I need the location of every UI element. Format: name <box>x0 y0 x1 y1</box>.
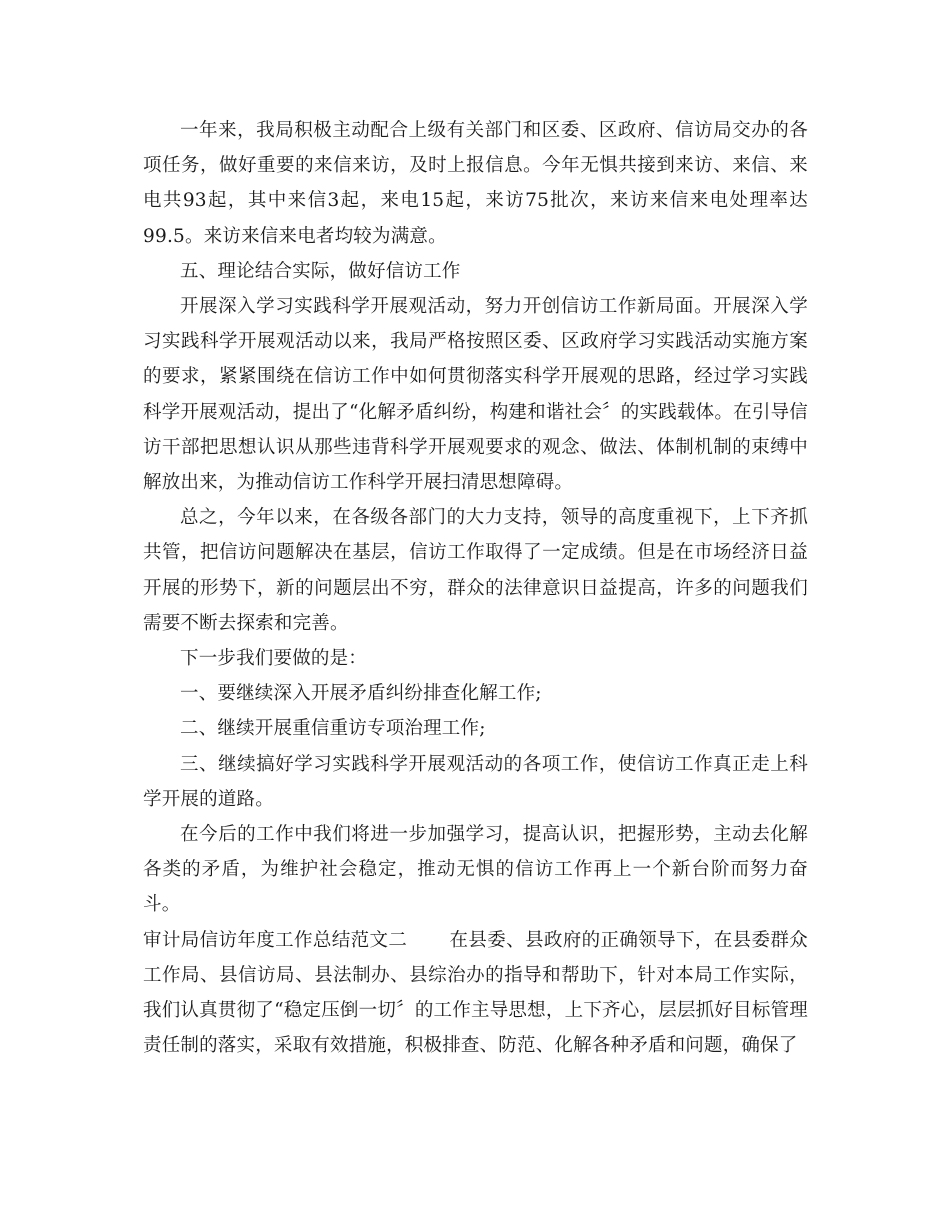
section-two-body: 在县委、县政府的正确领导下，在县委群众工作局、县信访局、县法制办、县综治办的指导和帮助下，针对本局工作实际，我们认真贯彻了“稳定压倒一切〞的工作主导思想，上下齐心，层层抓好目标管理责任制的落实，采取有效措施，积极排查、防范、化解各种矛盾和问题，确保了 <box>143 929 808 1057</box>
paragraph-next-steps: 下一步我们要做的是： <box>180 648 368 670</box>
document-body <box>143 113 808 1063</box>
heading-section-five: 五、理论结合实际，做好信访工作 <box>180 260 461 282</box>
list-item-one: 一、要继续深入开展矛盾纠纷排查化解工作; <box>180 683 542 705</box>
section-two-heading: 审计局信访年度工作总结范文二 <box>143 929 408 951</box>
section-two-paragraph <box>143 923 808 1064</box>
paragraph-intro: 一年来，我局积极主动配合上级有关部门和区委、区政府、信访局交办的各项任务，做好重要的来信来访，及时上报信息。今年无惧共接到来访、来信、来电共93起，其中来信3起，来电15起，来访75批次，来访来信来电处理率达99.5。来访来信来电者均较为满意。 <box>143 120 808 247</box>
list-item-three: 三、继续搞好学习实践科学开展观活动的各项工作，使信访工作真正走上科学开展的道路。 <box>143 753 808 810</box>
paragraph-closing: 在今后的工作中我们将进一步加强学习，提高认识，把握形势，主动去化解各类的矛盾，为维护社会稳定，推动无惧的信访工作再上一个新台阶而努力奋斗。 <box>143 824 808 916</box>
list-item-two: 二、继续开展重信重访专项治理工作; <box>180 718 486 740</box>
paragraph-summary: 总之，今年以来，在各级各部门的大力支持，领导的高度重视下，上下齐抓共管，把信访问题解决在基层，信访工作取得了一定成绩。但是在市场经济日益开展的形势下，新的问题层出不穷，群众的法律意识日益提高，许多的问题我们需要不断去探索和完善。 <box>143 507 808 634</box>
paragraph-study-practice: 开展深入学习实践科学开展观活动，努力开创信访工作新局面。开展深入学习实践科学开展观活动以来，我局严格按照区委、区政府学习实践活动实施方案的要求，紧紧围绕在信访工作中如何贯彻落实科学开展观的思路，经过学习实践科学开展观活动，提出了“化解矛盾纠纷，构建和谐社会〞的实践载体。在引导信访干部把思想认识从那些违背科学开展观要求的观念、做法、体制机制的束缚中解放出来，为推动信访工作科学开展扫清思想障碍。 <box>143 296 808 494</box>
